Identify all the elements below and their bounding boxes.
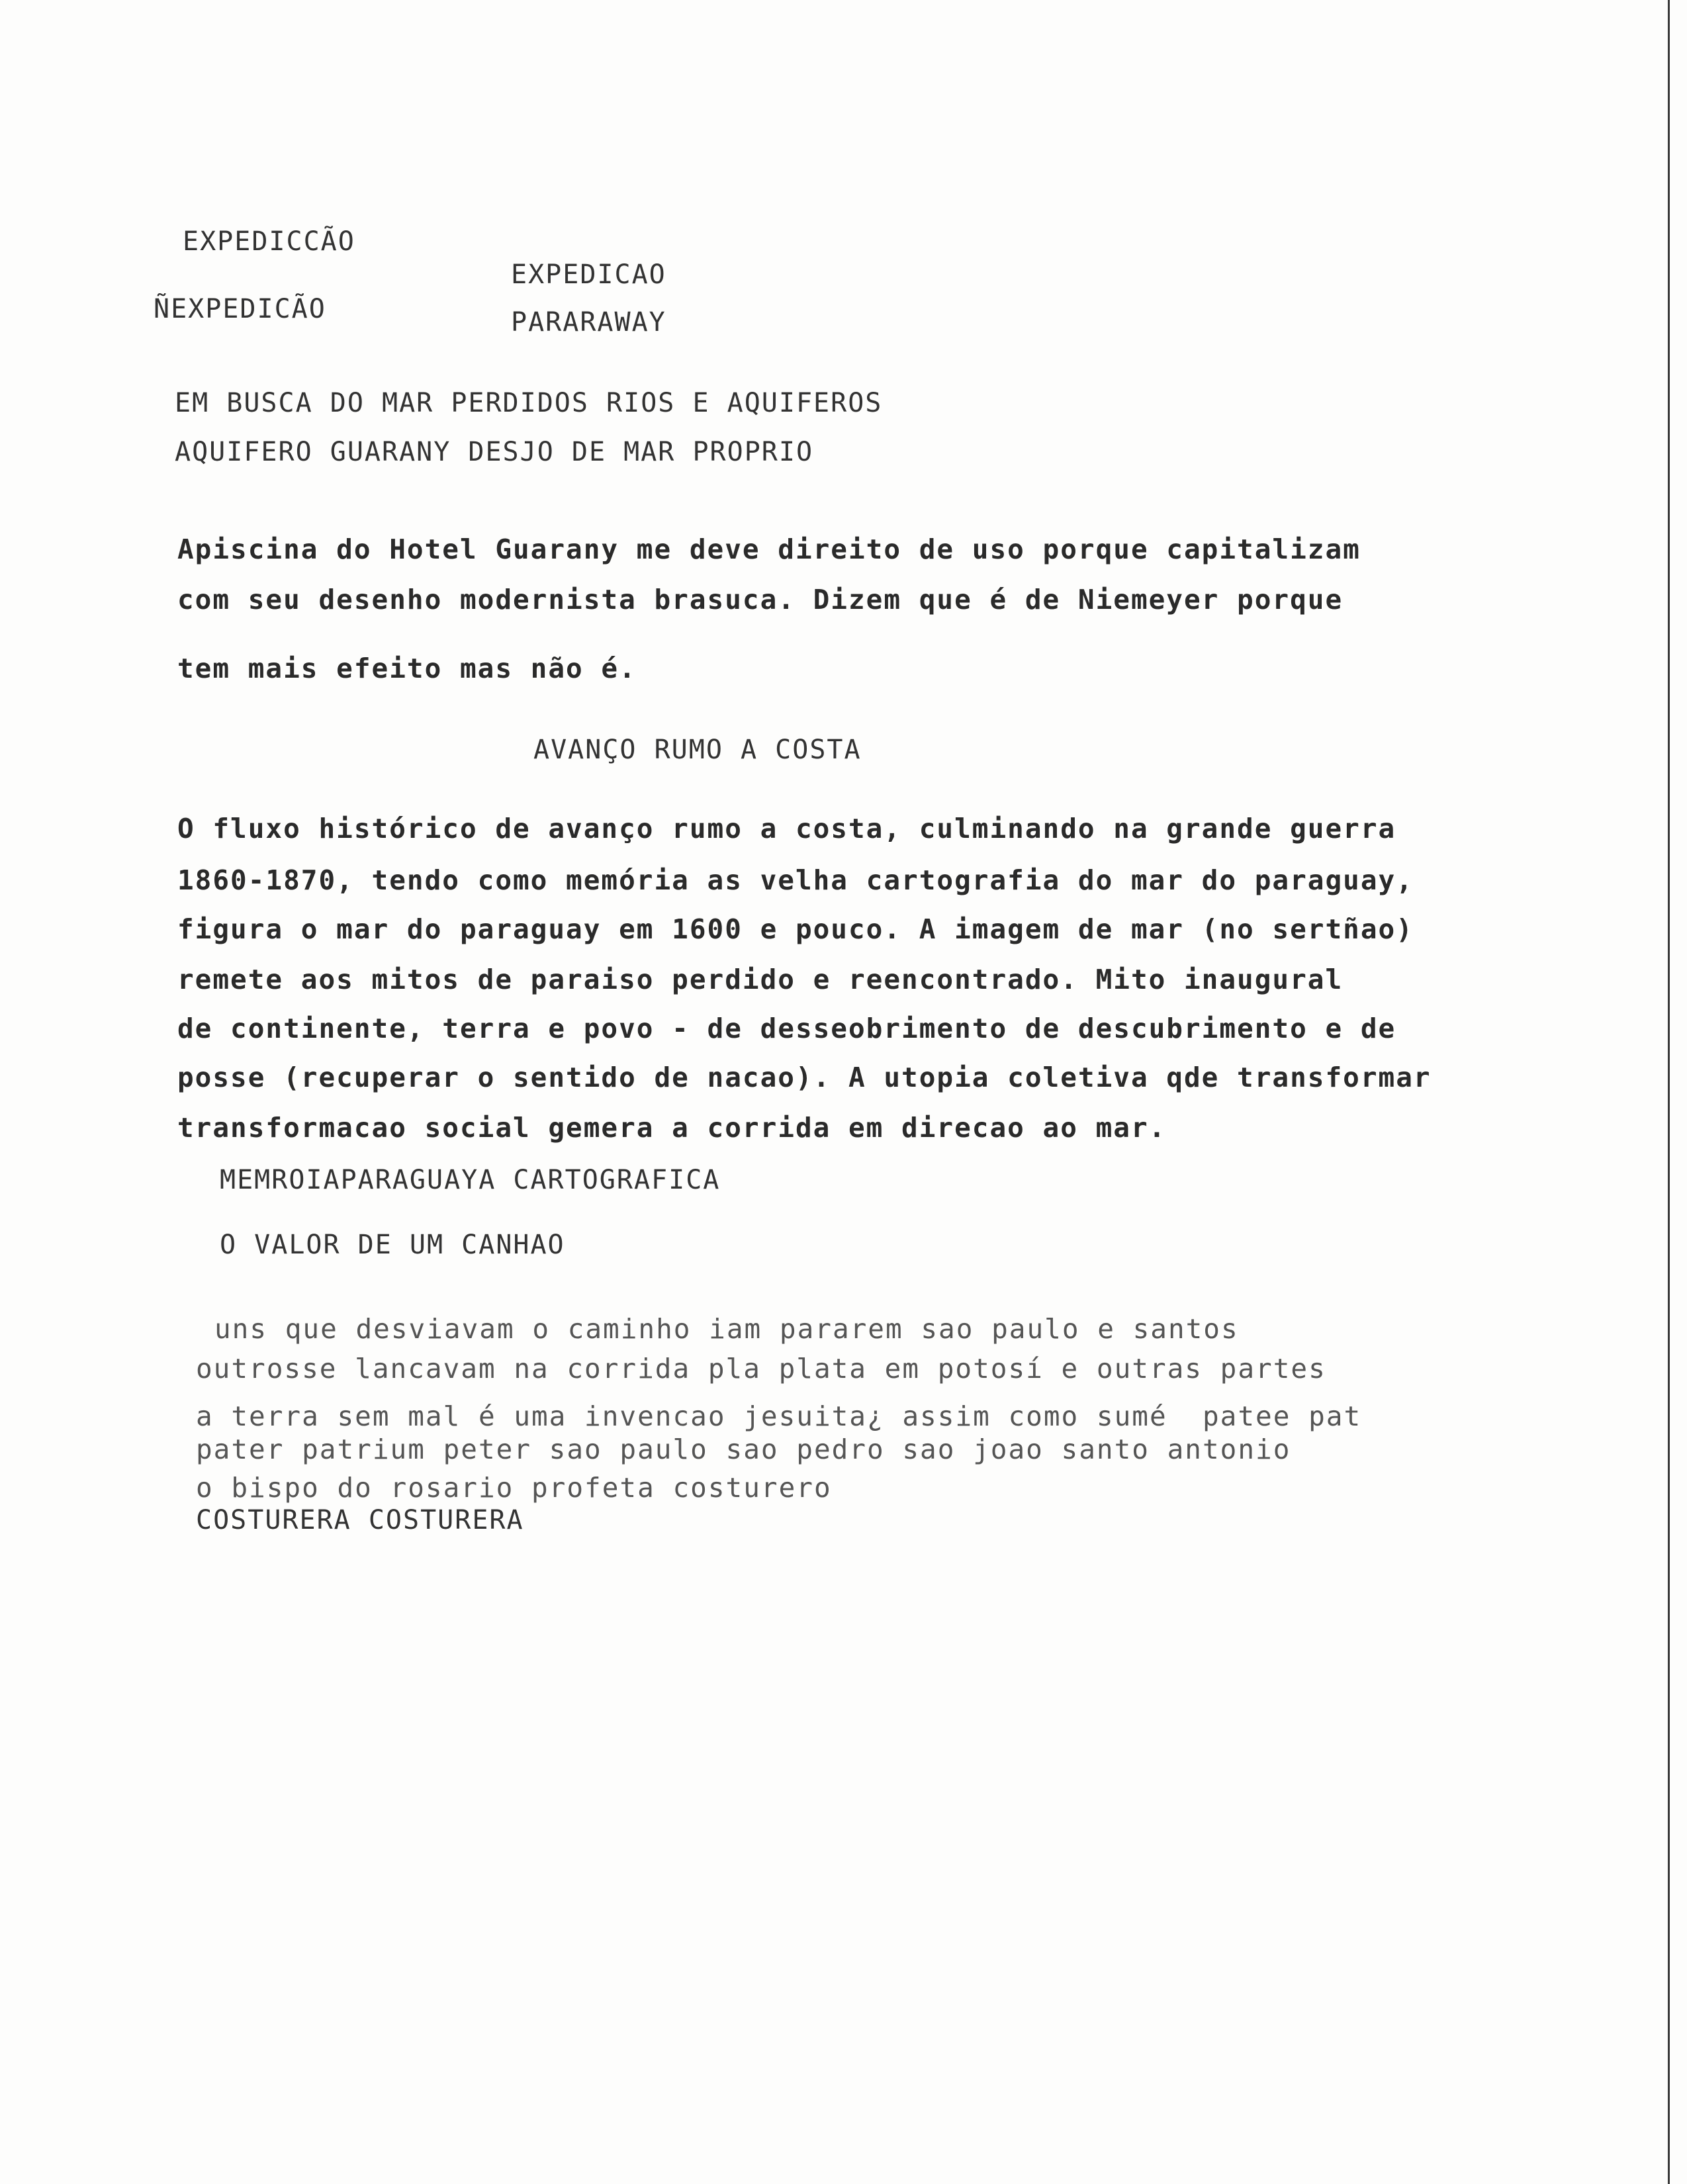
- paragraph-2-line-4: remete aos mitos de paraiso perdido e reencontrado. Mito inaugural: [177, 964, 1344, 995]
- paragraph-2-line-1: O fluxo histórico de avanço rumo a costa, culminando na grande guerra: [177, 813, 1396, 844]
- section-heading: AVANÇO RUMO A COSTA: [533, 735, 862, 765]
- paragraph-2-line-5: de continente, terra e povo - de desseobrimento de descubrimento e de: [177, 1013, 1396, 1044]
- subtitle-line-1: EM BUSCA DO MAR PERDIDOS RIOS E AQUIFEROS: [175, 388, 883, 418]
- title-right-1: EXPEDICAO: [511, 259, 666, 290]
- paragraph-1-line-2: com seu desenho modernista brasuca. Dizem que é de Niemeyer porque: [177, 584, 1344, 615]
- paragraph-3-line-2: outrosse lancavam na corrida pla plata em potosí e outras partes: [196, 1353, 1326, 1385]
- paragraph-2-line-2: 1860-1870, tendo como memória as velha cartografia do mar do paraguay,: [177, 864, 1414, 896]
- footer-line: COSTURERA COSTURERA: [196, 1505, 524, 1535]
- memory-note: MEMROIAPARAGUAYA CARTOGRAFICA: [220, 1165, 721, 1195]
- cannon-note: O VALOR DE UM CANHAO: [220, 1230, 565, 1260]
- page-edge-shadow: [1668, 0, 1670, 2184]
- title-right-2: PARARAWAY: [511, 307, 666, 338]
- paragraph-1-line-1: Apiscina do Hotel Guarany me deve direito de uso porque capitalizam: [177, 533, 1361, 565]
- paragraph-1-line-3: tem mais efeito mas não é.: [177, 653, 637, 684]
- paragraph-3-line-3: a terra sem mal é uma invencao jesuita¿ assim como sumé patee pat: [196, 1400, 1362, 1432]
- paragraph-2-line-7: transformacao social gemera a corrida em direcao ao mar.: [177, 1112, 1167, 1144]
- paragraph-2-line-6: posse (recuperar o sentido de nacao). A utopia coletiva qde transformar: [177, 1062, 1432, 1093]
- title-left-1: EXPEDICCÃO: [183, 226, 355, 257]
- subtitle-line-2: AQUIFERO GUARANY DESJO DE MAR PROPRIO: [175, 437, 814, 467]
- paragraph-3-line-1: uns que desviavam o caminho iam pararem sao paulo e santos: [214, 1313, 1239, 1345]
- paragraph-2-line-3: figura o mar do paraguay em 1600 e pouco. A imagem de mar (no sertñao): [177, 913, 1414, 945]
- paragraph-3-line-5: o bispo do rosario profeta costurero: [196, 1472, 832, 1504]
- title-left-2: ÑEXPEDICÃO: [154, 294, 326, 324]
- paragraph-3-line-4: pater patrium peter sao paulo sao pedro sao joao santo antonio: [196, 1433, 1291, 1465]
